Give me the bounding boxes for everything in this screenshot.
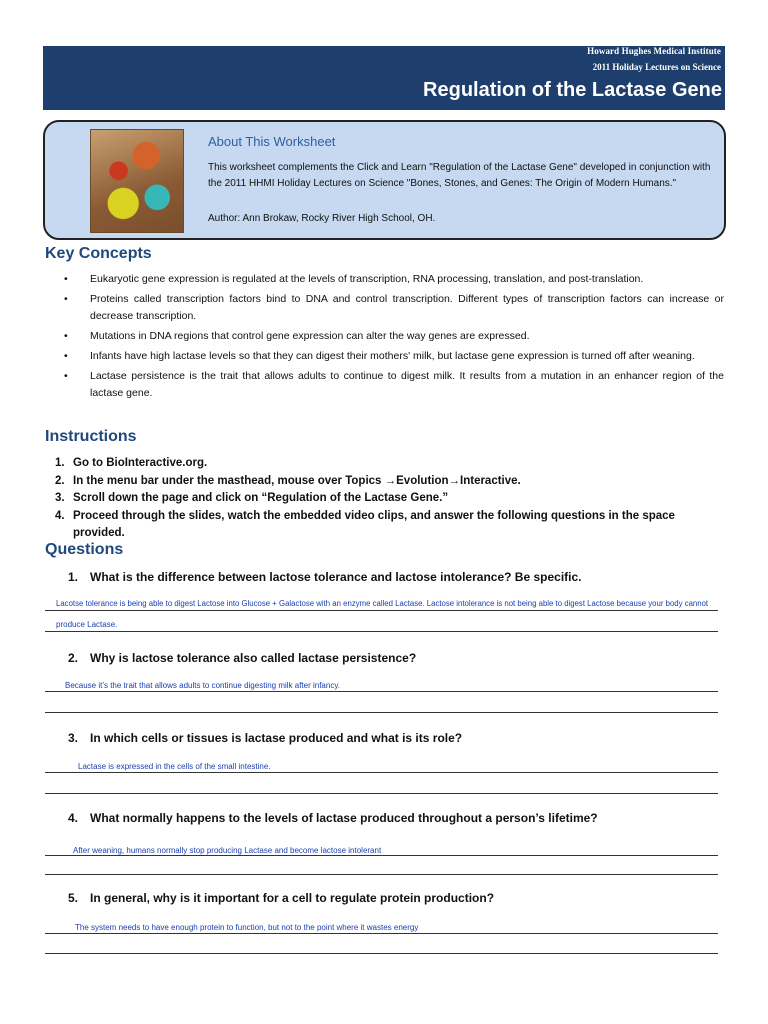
instruction-text: Go to BioInteractive.org.	[73, 457, 208, 469]
bullet-icon: •	[64, 330, 68, 342]
answer-line	[45, 953, 718, 954]
about-heading: About This Worksheet	[208, 134, 336, 149]
answer-text[interactable]: produce Lactase.	[56, 620, 118, 629]
masthead-lectures: 2011 Holiday Lectures on Science	[592, 62, 721, 72]
list-item	[55, 473, 725, 491]
answer-text[interactable]: After weaning, humans normally stop producing Lactase and become lactose intolerant	[73, 846, 382, 855]
question-number: 2.	[68, 651, 79, 665]
masthead-org: Howard Hughes Medical Institute	[587, 46, 721, 56]
answer-line	[45, 933, 718, 934]
question-3	[68, 731, 462, 745]
concept-text: Mutations in DNA regions that control gene expression can alter the way genes are expressed.	[90, 330, 530, 342]
question-5	[68, 891, 494, 905]
instructions-heading: Instructions	[45, 428, 137, 445]
question-number: 5.	[68, 891, 79, 905]
page-title: Regulation of the Lactase Gene	[423, 79, 722, 101]
question-text: What is the difference between lactose tolerance and lactose intolerance? Be specific.	[90, 570, 582, 584]
concept-text: Lactase persistence is the trait that allows adults to continue to digest milk. It results from a mutation in an enhancer region of the lactase gene.	[90, 370, 724, 399]
question-text: In general, why is it important for a cell to regulate protein production?	[90, 891, 495, 905]
key-concepts-heading: Key Concepts	[45, 245, 152, 262]
instructions-list	[55, 455, 725, 543]
question-4	[68, 811, 598, 825]
answer-line	[45, 691, 718, 692]
answer-line	[45, 793, 718, 794]
question-2	[68, 651, 416, 665]
question-1	[68, 570, 581, 584]
question-text: In which cells or tissues is lactase produced and what is its role?	[90, 731, 463, 745]
instruction-text: Scroll down the page and click on “Regulation of the Lactase Gene.”	[73, 492, 449, 504]
question-number: 1.	[68, 570, 79, 584]
about-text: This worksheet complements the Click and Learn "Regulation of the Lactase Gene" developed in conjunction with the 2011 HHMI Holiday Lectures on Science "Bones, Stones, and Genes: The Origin of Modern Humans."	[208, 162, 711, 189]
about-author: Author: Ann Brokaw, Rocky River High School, OH.	[208, 213, 436, 224]
questions-heading: Questions	[45, 541, 124, 558]
instruction-text: In the menu bar under the masthead, mouse over Topics →Evolution→Interactive.	[73, 474, 521, 487]
answer-text[interactable]: Lacotse tolerance is being able to digest Lactose into Glucose + Galactose with an enzyme called Lactase. Lactose intolerance is not being able to digest Lactose because your body cannot	[56, 599, 709, 608]
instruction-number: 3.	[55, 492, 65, 504]
list-item	[62, 348, 724, 365]
answer-line	[45, 631, 718, 632]
answer-text[interactable]: Because it’s the trait that allows adults to continue digesting milk after infancy.	[65, 681, 340, 690]
answer-line	[45, 874, 718, 875]
answer-text[interactable]: Lactase is expressed in the cells of the small intestine.	[78, 762, 271, 771]
protein-structure-image	[90, 129, 184, 233]
list-item	[55, 490, 725, 508]
bullet-icon: •	[64, 350, 68, 362]
list-item	[62, 271, 724, 288]
concept-text: Eukaryotic gene expression is regulated at the levels of transcription, RNA processing, translation, and post-translation.	[90, 273, 644, 285]
list-item	[62, 328, 724, 345]
instruction-number: 2.	[55, 474, 65, 487]
question-text: Why is lactose tolerance also called lactase persistence?	[90, 651, 417, 665]
answer-line	[45, 712, 718, 713]
list-item	[55, 455, 725, 473]
question-text: What normally happens to the levels of lactase produced throughout a person’s lifetime?	[90, 811, 598, 825]
masthead-banner	[43, 46, 725, 110]
instruction-number: 1.	[55, 457, 65, 469]
answer-line	[45, 772, 718, 773]
concept-text: Proteins called transcription factors bind to DNA and control transcription. Different types of transcription factors can increase or decrease transcription.	[90, 293, 724, 322]
key-concepts-list	[62, 271, 724, 405]
bullet-icon: •	[64, 370, 68, 382]
question-number: 3.	[68, 731, 79, 745]
list-item	[62, 368, 724, 402]
answer-line	[45, 610, 718, 611]
bullet-icon: •	[64, 293, 68, 305]
list-item	[55, 508, 725, 543]
concept-text: Infants have high lactase levels so that they can digest their mothers' milk, but lactase gene expression is turned off after weaning.	[90, 350, 695, 362]
question-number: 4.	[68, 811, 79, 825]
answer-text[interactable]: The system needs to have enough protein to function, but not to the point where it wastes energy	[75, 923, 419, 932]
instruction-number: 4.	[55, 509, 65, 522]
list-item	[62, 291, 724, 325]
answer-line	[45, 855, 718, 856]
instruction-text: Proceed through the slides, watch the embedded video clips, and answer the following questions in the space provided.	[73, 509, 675, 539]
about-worksheet-box	[43, 120, 726, 240]
bullet-icon: •	[64, 273, 68, 285]
